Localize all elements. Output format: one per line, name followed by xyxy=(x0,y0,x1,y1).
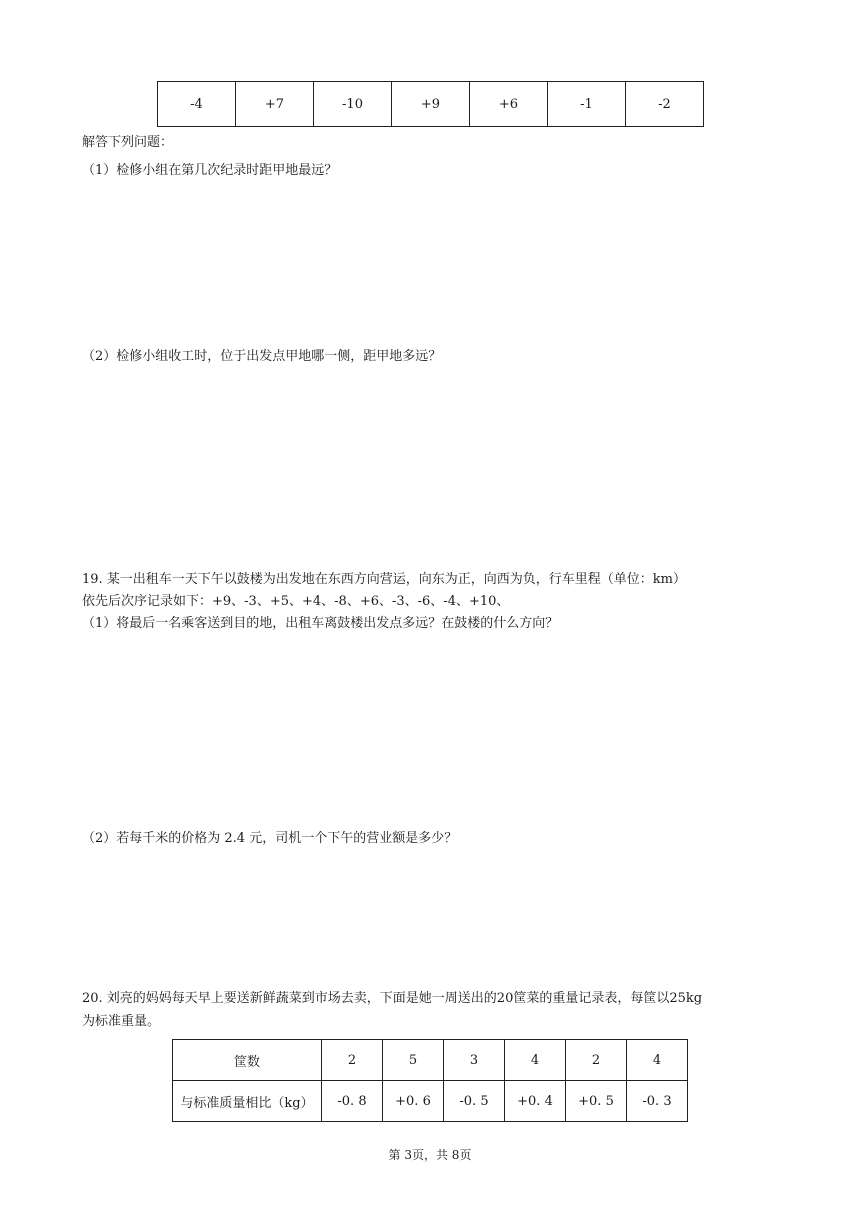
q19-part1: （1）将最后一名乘客送到目的地，出租车离鼓楼出发点多远？在鼓楼的什么方向？ xyxy=(82,616,559,631)
table-cell: -4 xyxy=(158,82,236,127)
table-cell: 4 xyxy=(627,1040,688,1081)
table-cell: 4 xyxy=(505,1040,566,1081)
table-cell: +6 xyxy=(470,82,548,127)
table-row xyxy=(158,82,704,127)
table-cell: +7 xyxy=(236,82,314,127)
mileage-table xyxy=(157,81,704,127)
q20-line1: 20. 刘亮的妈妈每天早上要送新鲜蔬菜到市场去卖，下面是她一周送出的20筐菜的重量记录表，每筐以25kg xyxy=(82,991,703,1006)
q18-part1: （1）检修小组在第几次纪录时距甲地最远？ xyxy=(82,163,338,178)
q20-line2: 为标准重量。 xyxy=(82,1014,161,1029)
table-cell: +0. 4 xyxy=(505,1081,566,1122)
table-cell: 3 xyxy=(444,1040,505,1081)
table-cell: -10 xyxy=(314,82,392,127)
table-cell: -0. 5 xyxy=(444,1081,505,1122)
intro-text: 解答下列问题： xyxy=(82,135,174,150)
q19-line1: 19. 某一出租车一天下午以鼓楼为出发地在东西方向营运，向东为正，向西为负，行车里程（单位：km） xyxy=(82,572,687,587)
q19-part2: （2）若每千米的价格为 2.4 元，司机一个下午的营业额是多少？ xyxy=(82,831,458,846)
table-cell: -2 xyxy=(626,82,704,127)
table-cell: +9 xyxy=(392,82,470,127)
table-cell: +0. 6 xyxy=(383,1081,444,1122)
table-cell: 2 xyxy=(566,1040,627,1081)
row-header: 筐数 xyxy=(173,1040,322,1081)
q18-part2: （2）检修小组收工时，位于出发点甲地哪一侧，距甲地多远？ xyxy=(82,349,442,364)
table-row xyxy=(173,1040,688,1081)
table-cell: 2 xyxy=(322,1040,383,1081)
row-header: 与标准质量相比（kg） xyxy=(173,1081,322,1122)
table-row xyxy=(173,1081,688,1122)
table-cell: 5 xyxy=(383,1040,444,1081)
q19-line2: 依先后次序记录如下：+9、-3、+5、+4、-8、+6、-3、-6、-4、+10、 xyxy=(82,594,510,609)
table-cell: -1 xyxy=(548,82,626,127)
table-cell: -0. 3 xyxy=(627,1081,688,1122)
weight-record-table xyxy=(172,1039,688,1122)
page-footer: 第 3页，共 8页 xyxy=(388,1148,472,1162)
table-cell: +0. 5 xyxy=(566,1081,627,1122)
table-cell: -0. 8 xyxy=(322,1081,383,1122)
